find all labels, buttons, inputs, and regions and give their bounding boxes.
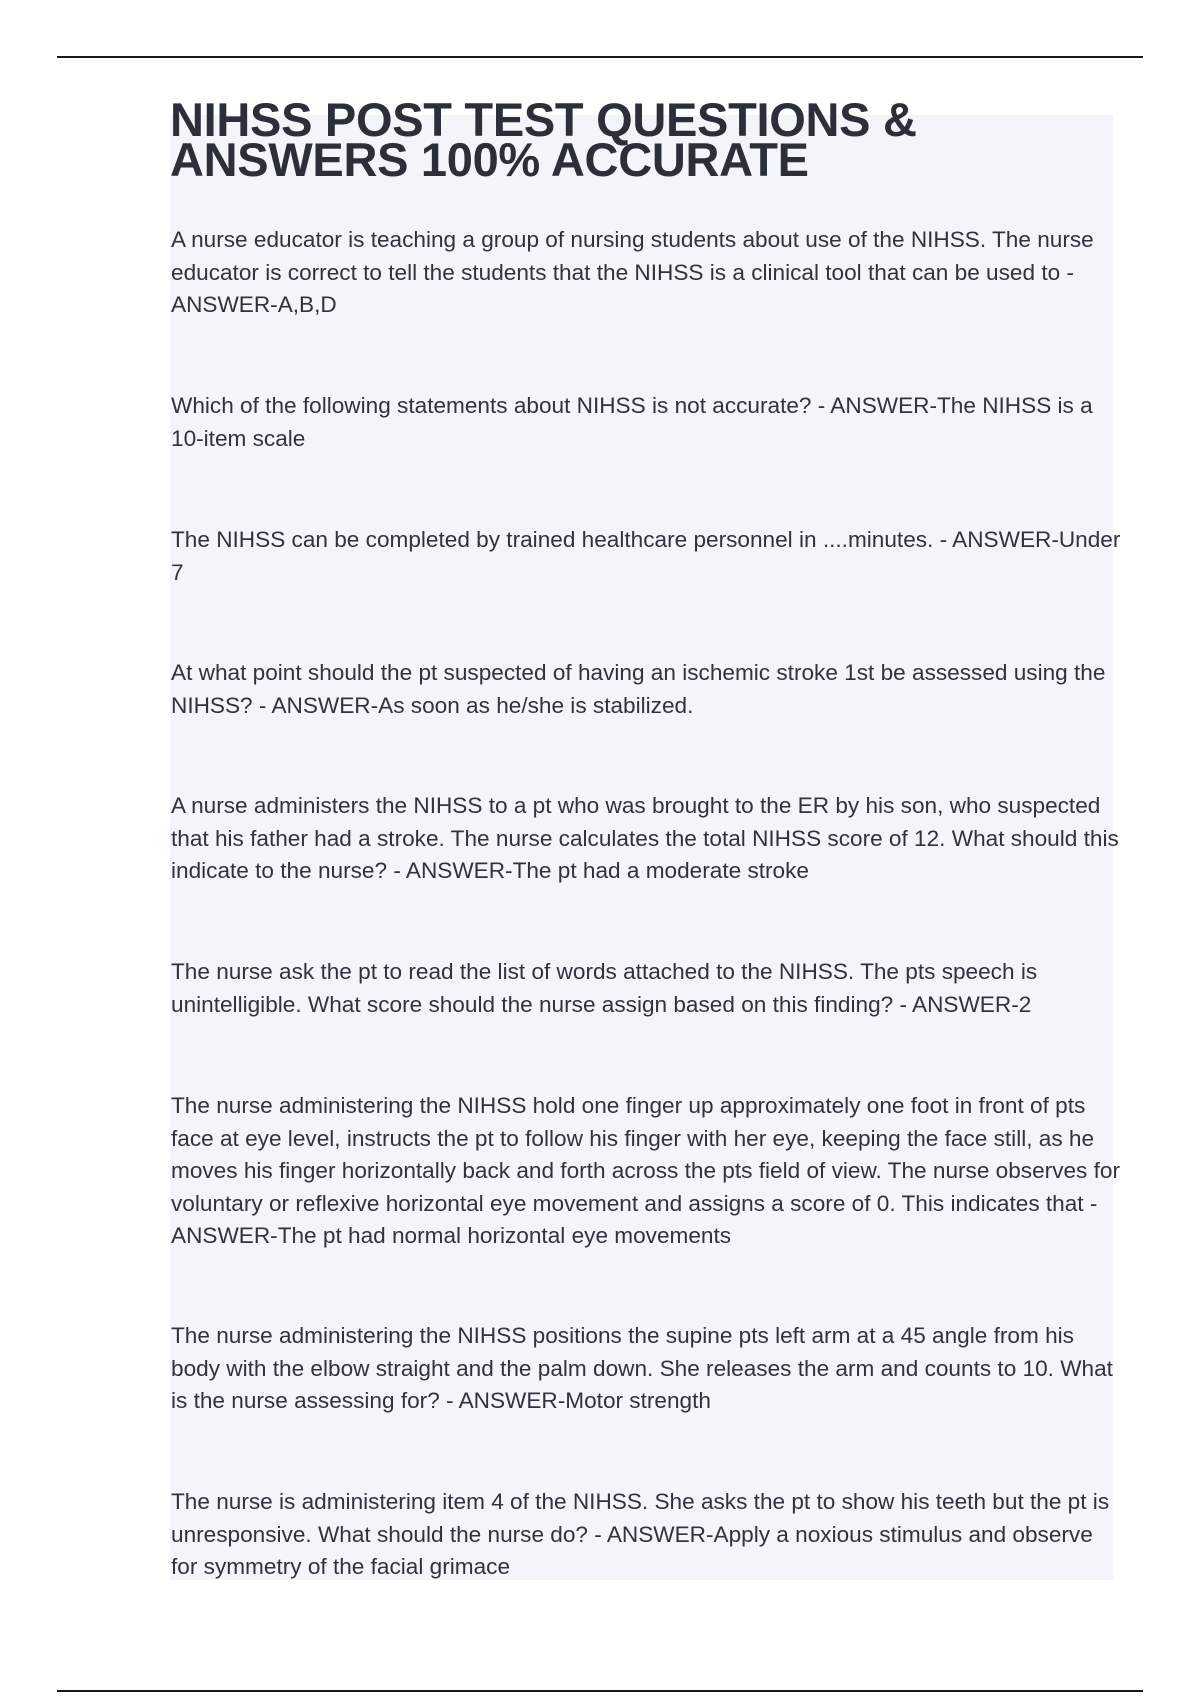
document-title: NIHSS POST TEST QUESTIONS & ANSWERS 100% ACCURATE: [170, 93, 917, 186]
top-rule: [57, 56, 1143, 58]
bottom-rule: [57, 1690, 1143, 1692]
qa-item-8: The nurse administering the NIHSS positions the supine pts left arm at a 45 angle from his body with the elbow straight and the palm down. She releases the arm and counts to 10. What is the nurse assessing for? - ANSWER-Motor strength: [171, 1323, 1113, 1413]
qa-item-1: A nurse educator is teaching a group of nursing students about use of the NIHSS. The nurse educator is correct to tell the students that the NIHSS is a clinical tool that can be used to - ANSWER-A,B,D: [171, 227, 1094, 317]
qa-item-5: A nurse administers the NIHSS to a pt who was brought to the ER by his son, who suspected that his father had a stroke. The nurse calculates the total NIHSS score of 12. What should this indicate to the nurse? - ANSWER-The pt had a moderate stroke: [171, 793, 1119, 883]
qa-item-4: At what point should the pt suspected of having an ischemic stroke 1st be assessed using the NIHSS? - ANSWER-As soon as he/she is stabilized.: [171, 660, 1106, 718]
qa-item-2: Which of the following statements about NIHSS is not accurate? - ANSWER-The NIHSS is a 10-item scale: [171, 393, 1093, 451]
qa-item-9: The nurse is administering item 4 of the NIHSS. She asks the pt to show his teeth but the pt is unresponsive. What should the nurse do? - ANSWER-Apply a noxious stimulus and observe for symmetry of the facial grimace: [171, 1489, 1110, 1579]
qa-item-6: The nurse ask the pt to read the list of words attached to the NIHSS. The pts speech is unintelligible. What score should the nurse assign based on this finding? - ANSWER-2: [171, 959, 1038, 1017]
qa-item-3: The NIHSS can be completed by trained healthcare personnel in ....minutes. - ANSWER-Under 7: [171, 527, 1121, 585]
qa-item-7: The nurse administering the NIHSS hold one finger up approximately one foot in front of pts face at eye level, instructs the pt to follow his finger with her eye, keeping the face still, as he moves his finger horizontally back and forth across the pts field of view. The nurse observes for voluntary or reflexive horizontal eye movement and assigns a score of 0. This indicates that - ANSWER-The pt had normal horizontal eye movements: [171, 1093, 1120, 1248]
